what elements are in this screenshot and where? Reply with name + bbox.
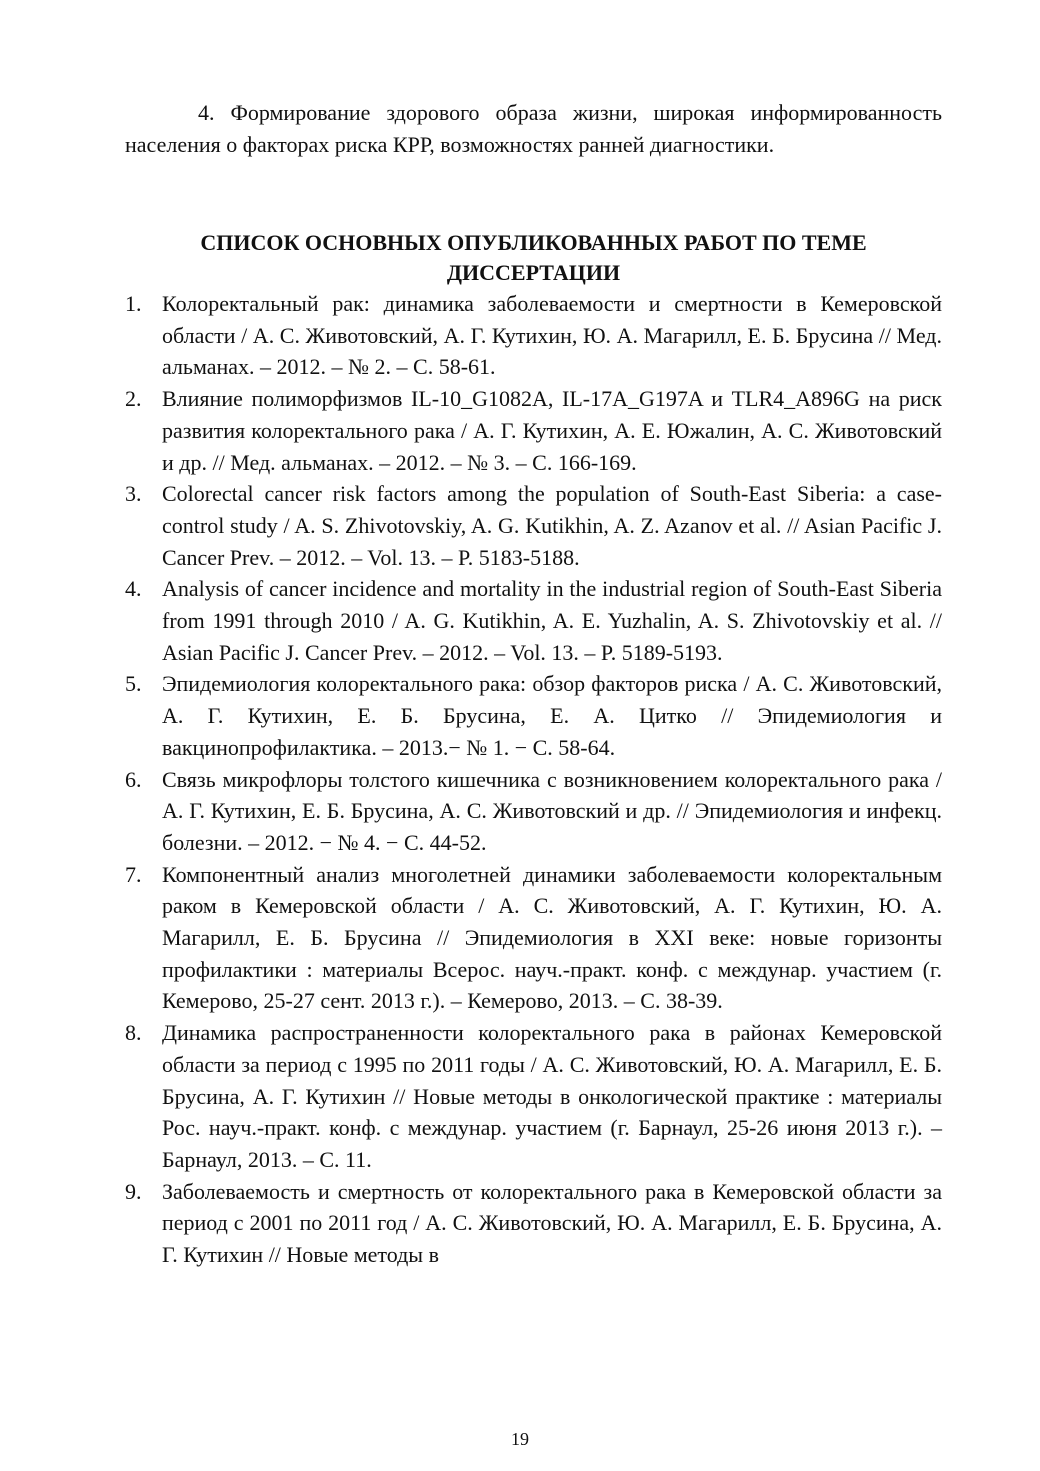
reference-text: Связь микрофлоры толстого кишечника с возникновением колоректального рака / А. Г. Кутихин, Е. Б. Брусина, А. С. Животовский и др. // Эпидемиология и инфекц. болезни. – 2012. − № 4. − С. 44-52. xyxy=(162,766,942,855)
reference-text: Заболеваемость и смертность от колоректального рака в Кемеровской области за период с 2001 по 2011 год / А. С. Животовский, Ю. А. Магарилл, Е. Б. Брусина, А. Г. Кутихин // Новые методы в xyxy=(162,1178,942,1268)
reference-item-8 xyxy=(125,1017,942,1176)
reference-text: Колоректальный рак: динамика заболеваемости и смертности в Кемеровской области / А. С. Животовский, А. Г. Кутихин, Ю. А. Магарилл, Е. Б. Брусина // Мед. альманах. – 2012. – № 2. – С. 58-61. xyxy=(162,291,942,380)
reference-item-2 xyxy=(125,383,942,478)
intro-paragraph: 4. Формирование здорового образа жизни, широкая информированность населения о факторах риска КРР, возможностях ранней диагностики. xyxy=(125,100,942,157)
reference-item-7 xyxy=(125,859,942,1018)
reference-number: 1. xyxy=(125,291,142,316)
reference-number: 9. xyxy=(125,1178,142,1204)
reference-text: Analysis of cancer incidence and mortality in the industrial region of South-East Siberia from 1991 through 2010 / A. G. Kutikhin, A. E. Yuzhalin, A. S. Zhivotovskiy et al. // Asian Pacific J. Cancer Prev. – 2012. – Vol. 13. – P. 5189-5193. xyxy=(162,576,942,665)
heading-line-1: СПИСОК ОСНОВНЫХ ОПУБЛИКОВАННЫХ РАБОТ ПО ТЕМЕ xyxy=(200,230,867,255)
reference-item-3 xyxy=(125,478,942,573)
reference-number: 3. xyxy=(125,481,142,507)
section-heading xyxy=(125,228,942,288)
reference-number: 2. xyxy=(125,386,142,412)
reference-number: 8. xyxy=(125,1020,142,1046)
heading-line-2: ДИССЕРТАЦИИ xyxy=(446,260,621,285)
references-list xyxy=(125,288,942,1271)
reference-number: 6. xyxy=(125,766,142,792)
reference-text: Динамика распространенности колоректального рака в районах Кемеровской области за период с 1995 по 2011 годы / А. С. Животовский, Ю. А. Магарилл, Е. Б. Брусина, А. Г. Кутихин // Новые методы в онкологической практике : материалы Рос. науч.-практ. конф. с междунар. участием (г. Барнаул, 25-26 июня 2013 г.). – Барнаул, 2013. – С. 11. xyxy=(162,1020,942,1172)
page-number: 19 xyxy=(511,1429,529,1449)
reference-text: Эпидемиология колоректального рака: обзор факторов риска / А. С. Животовский, А. Г. Кутихин, Е. Б. Брусина, Е. А. Цитко // Эпидемиология и вакцинопрофилактика. – 2013.− № 1. − С. 58-64. xyxy=(162,671,942,760)
reference-item-4 xyxy=(125,573,942,668)
reference-number: 4. xyxy=(125,576,142,602)
reference-text: Влияние полиморфизмов IL-10_G1082A, IL-17A_G197A и TLR4_A896G на риск развития колоректального рака / А. Г. Кутихин, А. Е. Южалин, А. С. Животовский и др. // Мед. альманах. – 2012. – № 3. – С. 166-169. xyxy=(162,386,942,475)
reference-text: Компонентный анализ многолетней динамики заболеваемости колоректальным раком в Кемеровской области / А. С. Животовский, А. Г. Кутихин, Ю. А. Магарилл, Е. Б. Брусина // Эпидемиология в XXI веке: новые горизонты профилактики : материалы Всерос. науч.-практ. конф. с междунар. участием (г. Кемерово, 25-27 сент. 2013 г.). – Кемерово, 2013. – С. 38-39. xyxy=(162,861,942,1014)
reference-item-6 xyxy=(125,764,942,859)
reference-item-1 xyxy=(125,288,942,383)
reference-item-5 xyxy=(125,668,942,763)
reference-item-9 xyxy=(125,1176,942,1271)
reference-number: 7. xyxy=(125,861,142,887)
reference-text: Colorectal cancer risk factors among the population of South-East Siberia: a case-control study / A. S. Zhivotovskiy, A. G. Kutikhin, A. Z. Azanov et al. // Asian Pacific J. Cancer Prev. – 2012. – Vol. 13. – P. 5183-5188. xyxy=(162,481,942,570)
reference-number: 5. xyxy=(125,671,142,697)
